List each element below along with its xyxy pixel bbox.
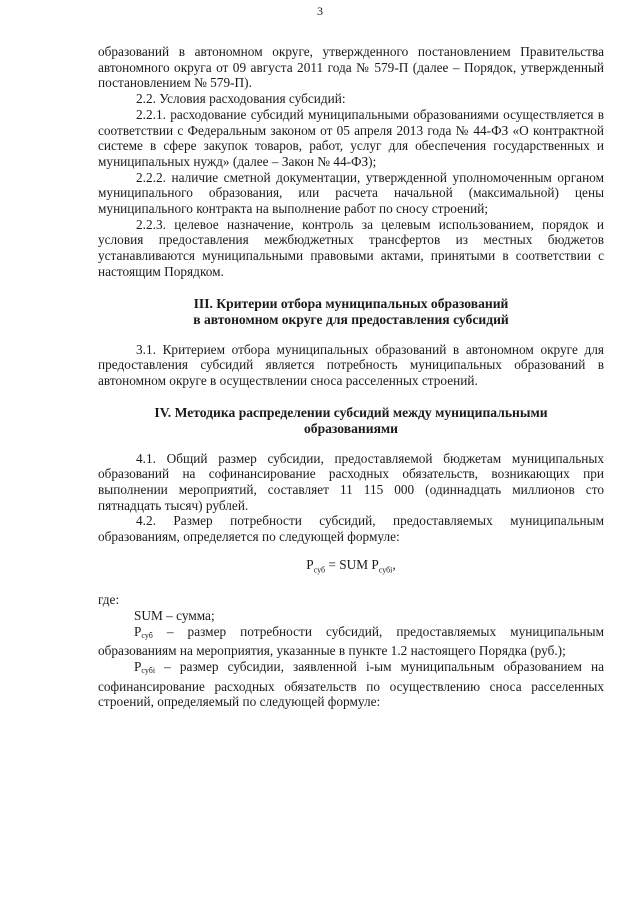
paragraph-3-1: 3.1. Критерием отбора муниципальных образований в автономном округе для предоставления субсидий является потребность муниципальных образований в автономном округе в осуществлении сноса расселенных строений. [98, 341, 604, 388]
definition-psubi [98, 659, 604, 710]
document-body [98, 44, 604, 710]
paragraph-2-2-3: 2.2.3. целевое назначение, контроль за целевым использованием, порядок и условия предоставления межбюджетных трансфертов из местных бюджетов устанавливаются муниципальными правовыми актами, принятыми в соответствии с настоящим Порядком. [98, 216, 604, 279]
paragraph-2-2: 2.2. Условия расходования субсидий: [136, 91, 346, 107]
definition-psubi-text: – размер субсидии, заявленной i-ым муниципальным образованием на софинансирование расходных обязательств по осуществлению сноса расселенных строений, определяемый по следующей формуле: [98, 659, 604, 710]
section-3-heading [98, 296, 604, 328]
paragraph-2-2-2: 2.2.2. наличие сметной документации, утвержденной уполномоченным органом муниципального образования, или расчета начальной (максимальной) цены муниципального контракта на выполнение работ по сносу строений; [98, 169, 604, 217]
section-4-heading [98, 405, 604, 437]
definition-psubi-symbol: P [134, 659, 142, 675]
paragraph-4-2: 4.2. Размер потребности субсидий, предоставляемых муниципальным образованиям, определяется по следующей формуле: [98, 513, 604, 545]
section-4-heading-line1: IV. Методика распределении субсидий между муниципальными [154, 404, 548, 420]
definition-sum: SUM – сумма; [134, 607, 215, 623]
paragraph-2-2-1: 2.2.1. расходование субсидий муниципальными образованиями осуществляется в соответствии с Федеральным законом от 05 апреля 2013 года № 44-ФЗ «О контрактной системе в сфере закупок товаров, работ, услуг для обеспечения государственных и муниципальных нужд» (далее – Закон № 44-ФЗ); [98, 106, 604, 169]
definition-psub-text: – размер потребности субсидий, предоставляемых муниципальным образованиям на мероприятия, указанные в пункте 1.2 настоящего Порядка (руб.); [98, 623, 604, 659]
definition-psub-symbol: P [134, 623, 142, 639]
page-number: 3 [317, 4, 323, 18]
definition-psub [98, 624, 604, 659]
section-4-heading-line2: образованиями [303, 420, 399, 436]
paragraph-4-1: 4.1. Общий размер субсидии, предоставляемой бюджетам муниципальных образований на софинансирование расходных обязательств, возникающих при выполнении мероприятий, составляет 11 115 000 (одиннадцать миллионов сто пятнадцать тысяч) рублей. [98, 450, 604, 513]
formula-rhs-sub: субi [378, 565, 393, 575]
definition-psubi-sub: субi [141, 666, 156, 676]
formula-tail: , [392, 556, 396, 572]
formula-main [98, 557, 604, 578]
paragraph-continuation: образований в автономном округе, утвержденного постановлением Правительства автономного округа от 09 августа 2011 года № 579-П (далее – Порядок, утвержденный постановлением № 579-П). [98, 44, 604, 91]
formula-lhs: P [306, 556, 314, 572]
where-label: где: [98, 592, 120, 608]
formula-eq: = SUM P [325, 556, 379, 572]
section-3-heading-line1: III. Критерии отбора муниципальных образований [193, 295, 509, 311]
section-3-heading-line2: в автономном округе для предоставления субсидий [193, 311, 509, 327]
formula-lhs-sub: суб [313, 565, 326, 575]
definition-psub-sub: суб [141, 630, 153, 640]
